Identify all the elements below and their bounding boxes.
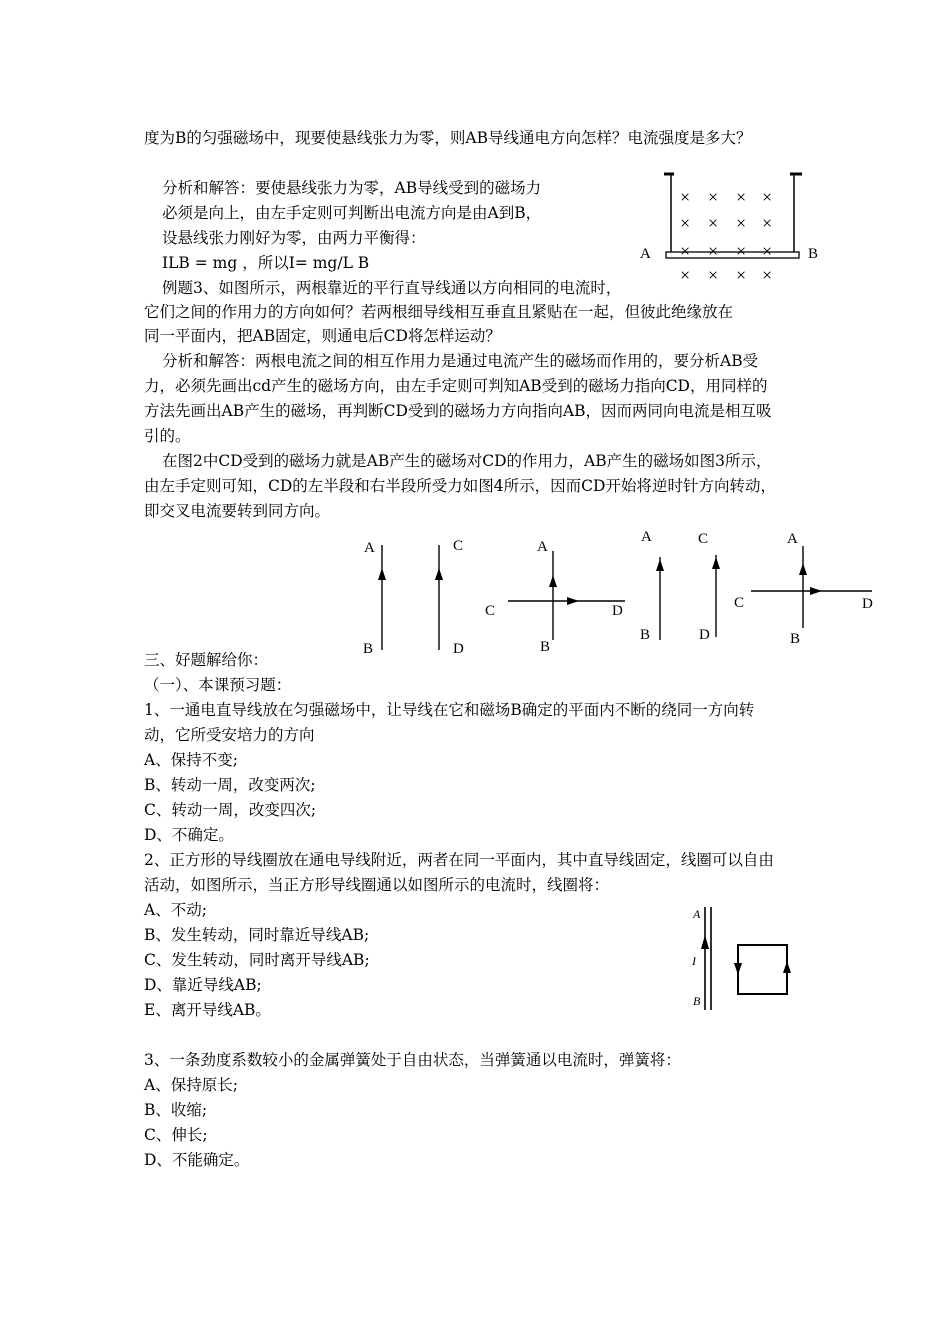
label-d: D (862, 596, 873, 612)
q1-option: B、转动一周，改变两次; (144, 776, 316, 794)
analysis2-line: 分析和解答：两根电流之间的相互作用力是通过电流产生的磁场而作用的，要分析AB受 (162, 352, 759, 370)
q2-stem: 2、正方形的导线圈放在通电导线附近，两者在同一平面内，其中直导线固定，线圈可以自由 (144, 851, 774, 869)
label-a: A (640, 246, 651, 262)
field-cross-icon: × (680, 213, 691, 233)
analysis1-line: 分析和解答：要使悬线张力为零，AB导线受到的磁场力 (162, 179, 542, 197)
q2-option: C、发生转动，同时离开导线AB; (144, 951, 370, 969)
q2-option: E、离开导线AB。 (144, 1001, 271, 1019)
label-c: C (734, 595, 745, 611)
field-cross-icon: × (680, 265, 691, 285)
label-a: A (537, 539, 548, 555)
q2-option: A、不动; (144, 901, 207, 919)
analysis1-line: ILB = mg ，所以I= mg/L B (162, 254, 370, 272)
q1-option: A、保持不变; (144, 751, 238, 769)
label-b: B (808, 246, 819, 262)
label-a: A (641, 529, 652, 545)
q1-stem: 1、一通电直导线放在匀强磁场中，让导线在它和磁场B确定的平面内不断的绕同一方向转 (144, 701, 755, 719)
analysis1-line: 必须是向上，由左手定则可判断出电流方向是由A到B， (162, 204, 542, 222)
label-c: C (453, 538, 464, 554)
label-d: D (699, 627, 710, 643)
label-d: D (612, 603, 623, 619)
q2-option: B、发生转动，同时靠近导线AB; (144, 926, 370, 944)
field-cross-icon: × (762, 241, 773, 261)
label-a: A (364, 540, 375, 556)
label-b: B (693, 994, 701, 1008)
label-d: D (453, 641, 464, 657)
analysis3-line: 即交叉电流要转到同方向。 (144, 502, 331, 520)
field-cross-icon: × (680, 241, 691, 261)
field-cross-icon: × (762, 187, 773, 207)
label-b: B (363, 641, 374, 657)
label-b: B (540, 639, 551, 655)
example3-line: 它们之间的作用力的方向如何？若两根细导线相互垂直且紧贴在一起，但彼此绝缘放在 (144, 303, 734, 321)
analysis2-line: 方法先画出AB产生的磁场，再判断CD受到的磁场力方向指向AB，因而两同向电流是相互吸 (144, 402, 772, 420)
field-cross-icon: × (762, 213, 773, 233)
label-a: A (787, 531, 798, 547)
crossed-wires-drawing (505, 548, 635, 648)
label-c: C (698, 531, 709, 547)
label-c: C (485, 603, 496, 619)
analysis2-line: 力，必须先画出cd产生的磁场方向，由左手定则可判知AB受到的磁场力指向CD，用同样的 (144, 377, 768, 395)
section-heading: 三、好题解给你： (144, 651, 269, 669)
crossed-wires-drawing-2 (748, 538, 878, 638)
analysis3-line: 由左手定则可知，CD的左半段和右半段所受力如图4所示，因而CD开始将逆时针方向转动， (144, 477, 776, 495)
field-cross-icon: × (736, 187, 747, 207)
field-cross-icon: × (708, 241, 719, 261)
field-cross-icon: × (736, 213, 747, 233)
q3-option: C、伸长; (144, 1126, 208, 1144)
example3-line: 例题3、如图所示，两根靠近的平行直导线通以方向相同的电流时， (162, 279, 622, 297)
field-cross-icon: × (736, 265, 747, 285)
square-coil-drawing (700, 905, 810, 1015)
intro-line: 度为B的匀强磁场中，现要使悬线张力为零，则AB导线通电方向怎样？电流强度是多大？ (144, 129, 752, 147)
subsection-heading: （一）、本课预习题： (144, 676, 292, 694)
q2-stem: 活动，如图所示，当正方形导线圈通以如图所示的电流时，线圈将： (144, 876, 610, 894)
q3-option: A、保持原长; (144, 1076, 238, 1094)
q3-option: B、收缩; (144, 1101, 208, 1119)
label-a: A (693, 907, 701, 921)
q1-option: D、不确定。 (144, 826, 234, 844)
label-i: I (692, 954, 696, 968)
field-cross-icon: × (708, 265, 719, 285)
analysis2-line: 引的。 (144, 427, 191, 445)
q1-stem: 动，它所受安培力的方向 (144, 726, 315, 744)
field-cross-icon: × (708, 213, 719, 233)
label-b: B (790, 631, 801, 647)
field-cross-icon: × (736, 241, 747, 261)
q1-option: C、转动一周，改变四次; (144, 801, 317, 819)
field-cross-icon: × (708, 187, 719, 207)
q3-option: D、不能确定。 (144, 1151, 250, 1169)
parallel-wires-drawing-2 (650, 545, 730, 655)
label-b: B (640, 627, 651, 643)
example3-line: 同一平面内，把AB固定，则通电后CD将怎样运动？ (144, 327, 501, 345)
q3-stem: 3、一条劲度系数较小的金属弹簧处于自由状态，当弹簧通以电流时，弹簧将： (144, 1051, 681, 1069)
field-cross-icon: × (762, 265, 773, 285)
analysis3-line: 在图2中CD受到的磁场力就是AB产生的磁场对CD的作用力，AB产生的磁场如图3所示， (162, 452, 772, 470)
q2-option: D、靠近导线AB; (144, 976, 262, 994)
analysis1-line: 设悬线张力刚好为零，由两力平衡得： (162, 229, 426, 247)
field-cross-icon: × (680, 187, 691, 207)
